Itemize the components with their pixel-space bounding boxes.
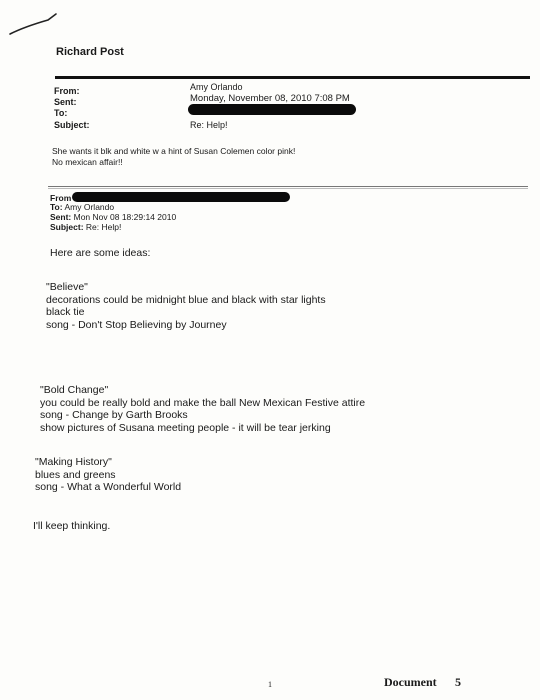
- forwarded-subject-row: [50, 222, 121, 232]
- idea-bold-change: [40, 384, 365, 434]
- forwarded-sent-row: [50, 212, 176, 222]
- idea-line: blues and greens: [35, 468, 116, 481]
- idea-making-history: [35, 456, 181, 494]
- idea-title: "Bold Change": [40, 384, 109, 396]
- forwarded-sent-label: Sent:: [50, 212, 72, 222]
- separator-rule: [48, 186, 528, 187]
- from-value: Amy Orlando: [190, 82, 243, 92]
- idea-believe: [46, 281, 326, 331]
- message-intro: Here are some ideas:: [50, 247, 151, 259]
- forwarded-subject-value: Re: Help!: [85, 222, 122, 232]
- forwarded-subject-label: Subject:: [50, 222, 84, 232]
- idea-line: song - What a Wonderful World: [35, 481, 182, 493]
- idea-line: decorations could be midnight blue and black with star lights: [46, 293, 326, 306]
- reply-line-2: No mexican affair!!: [52, 157, 123, 167]
- closing-line: I'll keep thinking.: [33, 520, 111, 532]
- forwarded-to-label: To:: [50, 202, 63, 212]
- redaction-bar-to: [188, 104, 356, 115]
- page-number: 1: [268, 680, 272, 689]
- document-number: 5: [455, 675, 461, 689]
- forwarded-to-row: [50, 202, 114, 212]
- separator-rule-shadow: [48, 188, 528, 189]
- idea-title: "Believe": [46, 281, 88, 293]
- to-label: To:: [54, 108, 68, 118]
- sent-label: Sent:: [54, 97, 77, 107]
- redaction-bar-from: [72, 192, 290, 202]
- reply-body: [52, 146, 295, 168]
- subject-label: Subject:: [54, 120, 90, 130]
- idea-line: show pictures of Susana meeting people - it will be tear jerking: [40, 421, 331, 434]
- sent-value: Monday, November 08, 2010 7:08 PM: [190, 93, 350, 104]
- idea-title: "Making History": [35, 456, 112, 468]
- forwarded-from-label: From: [50, 193, 72, 203]
- handwritten-mark: [4, 8, 64, 42]
- idea-line: black tie: [46, 306, 85, 318]
- forwarded-to-value: Amy Orlando: [64, 202, 115, 212]
- from-label: From:: [54, 86, 80, 96]
- idea-line: song - Don't Stop Believing by Journey: [46, 318, 227, 331]
- subject-value: Re: Help!: [190, 120, 228, 130]
- idea-line: song - Change by Garth Brooks: [40, 409, 188, 421]
- idea-line: you could be really bold and make the ball New Mexican Festive attire: [40, 396, 366, 409]
- reply-line-1: She wants it blk and white w a hint of Susan Colemen color pink!: [52, 146, 296, 156]
- forwarded-sent-value: Mon Nov 08 18:29:14 2010: [73, 212, 177, 222]
- header-rule: [55, 76, 530, 79]
- mailbox-owner-name: Richard Post: [56, 46, 124, 58]
- document-label: Document: [384, 675, 437, 689]
